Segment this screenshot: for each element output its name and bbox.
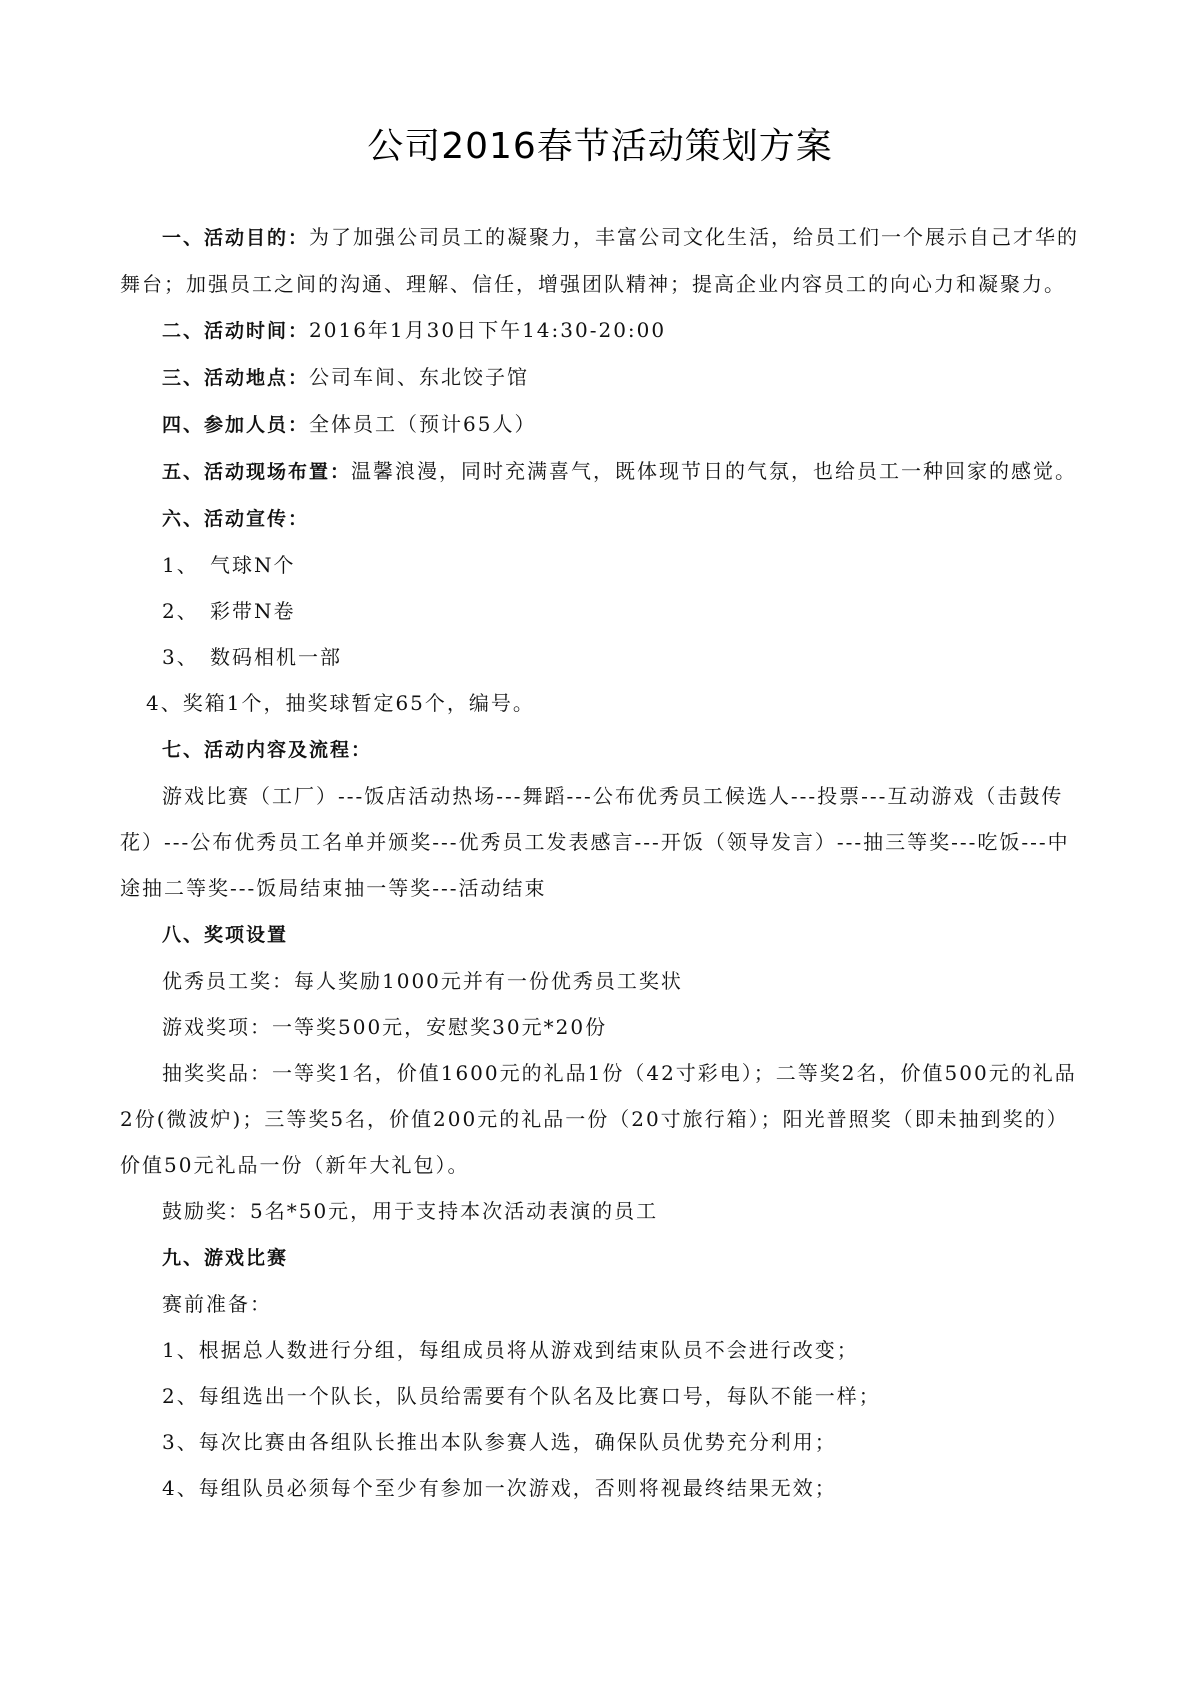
section-flow (120, 726, 1090, 773)
list-item (120, 588, 1090, 634)
section-time (120, 307, 1090, 354)
list-text: 气球N个 (210, 553, 296, 577)
section-location (120, 354, 1090, 401)
award-game: 游戏奖项：一等奖500元，安慰奖30元*20份 (162, 1015, 608, 1039)
list-number: 1、 (162, 553, 199, 577)
section-heading: 四、参加人员： (162, 414, 310, 436)
section-text: 全体员工（预计65人） (309, 412, 537, 436)
section-heading: 三、活动地点： (162, 367, 310, 389)
section-text: 游戏比赛（工厂）---饭店活动热场---舞蹈---公布优秀员工候选人---投票---互动游戏（击鼓传花）---公布优秀员工名单并颁奖---优秀员工发表感言---开饭（领导发言）---抽三等奖---吃饭---中途抽二等奖---饭局结束抽一等奖---活动结束 (120, 784, 1070, 900)
section-heading: 五、活动现场布置： (162, 461, 352, 483)
rule-item: 2、每组选出一个队长，队员给需要有个队名及比赛口号，每队不能一样； (162, 1384, 881, 1408)
section-heading: 六、活动宣传： (162, 508, 310, 530)
list-number: 2、 (162, 599, 199, 623)
list-number: 3、 (162, 645, 199, 669)
list-text: 数码相机一部 (210, 645, 342, 669)
section-venue-setup (120, 448, 1090, 495)
section-text: 2016年1月30日下午14:30-20:00 (309, 318, 667, 342)
section-text: 公司车间、东北饺子馆 (309, 365, 530, 389)
list-item: 4、奖箱1个，抽奖球暂定65个，编号。 (146, 691, 535, 715)
section-heading: 八、奖项设置 (162, 924, 289, 946)
section-text: 为了加强公司员工的凝聚力，丰富公司文化生活，给员工们一个展示自己才华的舞台；加强员工之间的沟通、理解、信任，增强团队精神；提高企业内容员工的向心力和凝聚力。 (120, 225, 1080, 296)
rule-item: 3、每次比赛由各组队长推出本队参赛人选，确保队员优势充分利用； (162, 1430, 837, 1454)
rule-item: 4、每组队员必须每个至少有参加一次游戏，否则将视最终结果无效； (162, 1476, 837, 1500)
section-participants (120, 401, 1090, 448)
section-heading: 二、活动时间： (162, 320, 310, 342)
rule-item: 1、根据总人数进行分组，每组成员将从游戏到结束队员不会进行改变； (162, 1338, 859, 1362)
prep-label: 赛前准备： (162, 1292, 272, 1316)
document-title: 公司2016春节活动策划方案 (367, 126, 833, 167)
section-purpose (120, 214, 1090, 307)
section-heading: 七、活动内容及流程： (162, 739, 373, 761)
list-item (120, 542, 1090, 588)
award-outstanding: 优秀员工奖：每人奖励1000元并有一份优秀员工奖状 (162, 969, 683, 993)
section-promotion (120, 495, 1090, 542)
award-lottery: 抽奖奖品：一等奖1名，价值1600元的礼品1份（42寸彩电）；二等奖2名，价值500元的礼品2份(微波炉)；三等奖5名，价值200元的礼品一份（20寸旅行箱）；阳光普照奖（即未抽到奖的）价值50元礼品一份（新年大礼包）。 (120, 1061, 1077, 1177)
document-body (120, 214, 1090, 1511)
section-heading: 九、游戏比赛 (162, 1247, 289, 1269)
list-text: 彩带N卷 (210, 599, 296, 623)
section-awards (120, 911, 1090, 958)
section-games (120, 1234, 1090, 1281)
section-heading: 一、活动目的： (162, 227, 310, 249)
award-encouragement: 鼓励奖：5名*50元，用于支持本次活动表演的员工 (162, 1199, 659, 1223)
list-item (120, 634, 1090, 680)
section-text: 温馨浪漫，同时充满喜气，既体现节日的气氛，也给员工一种回家的感觉。 (351, 459, 1078, 483)
